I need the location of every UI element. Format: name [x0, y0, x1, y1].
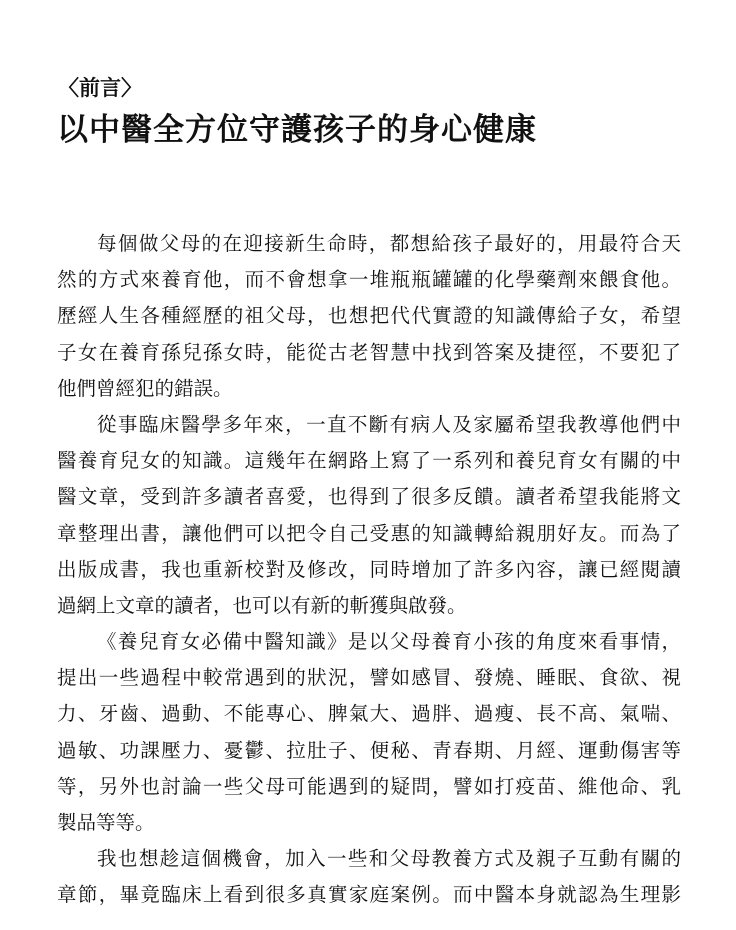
paragraph-line: 從事臨床醫學多年來，一直不斷有病人及家屬希望我教導他們中	[97, 412, 681, 436]
paragraph-line: 醫養育兒女的知識。這幾年在網路上寫了一系列和養兒育女有關的中	[57, 449, 681, 473]
paragraph-line: 章節，畢竟臨床上看到很多真實家庭案例。而中醫本身就認為生理影	[57, 883, 681, 907]
paragraph-line: 提出一些過程中較常遇到的狀況，譬如感冒、發燒、睡眠、食欲、視	[57, 666, 681, 690]
page-title: 以中醫全方位守護孩子的身心健康	[57, 112, 537, 148]
paragraph-line: 出版成書，我也重新校對及修改，同時增加了許多內容，讓已經閱讀	[57, 557, 681, 581]
paragraph-line: 每個做父母的在迎接新生命時，都想給孩子最好的，用最符合天	[97, 232, 681, 255]
paragraph-line: 過網上文章的讀者，也可以有新的斬獲與啟發。	[57, 593, 467, 617]
paragraph-line: 力、牙齒、過動、不能專心、脾氣大、過胖、過瘦、長不高、氣喘、	[57, 702, 681, 726]
body-text	[57, 226, 681, 914]
paragraph-line: 製品等等。	[57, 811, 155, 834]
paragraph-line: 子女在養育孫兒孫女時，能從古老智慧中找到答案及捷徑，不要犯了	[57, 340, 681, 364]
paragraph-line: 他們曾經犯的錯誤。	[57, 376, 233, 400]
paragraph-line: 等，另外也討論一些父母可能遇到的疑問，譬如打疫苗、維他命、乳	[57, 774, 681, 798]
section-label: 〈前言〉	[58, 76, 142, 100]
paragraph-line: 醫文章，受到許多讀者喜愛，也得到了很多反饋。讀者希望我能將文	[57, 485, 681, 509]
paragraph-line: 《養兒育女必備中醫知識》是以父母養育小孩的角度來看事情，	[97, 630, 681, 654]
paragraph-line: 我也想趁這個機會，加入一些和父母教養方式及親子互動有關的	[97, 847, 681, 871]
paragraph-line: 章整理出書，讓他們可以把令自己受惠的知識轉給親朋好友。而為了	[57, 521, 681, 545]
paragraph-line: 然的方式來養育他，而不會想拿一堆瓶瓶罐罐的化學藥劑來餵食他。	[57, 268, 681, 292]
paragraph-line: 過敏、功課壓力、憂鬱、拉肚子、便秘、青春期、月經、運動傷害等	[57, 738, 681, 762]
paragraph-line: 歷經人生各種經歷的祖父母，也想把代代實證的知識傳給子女，希望	[57, 304, 681, 328]
